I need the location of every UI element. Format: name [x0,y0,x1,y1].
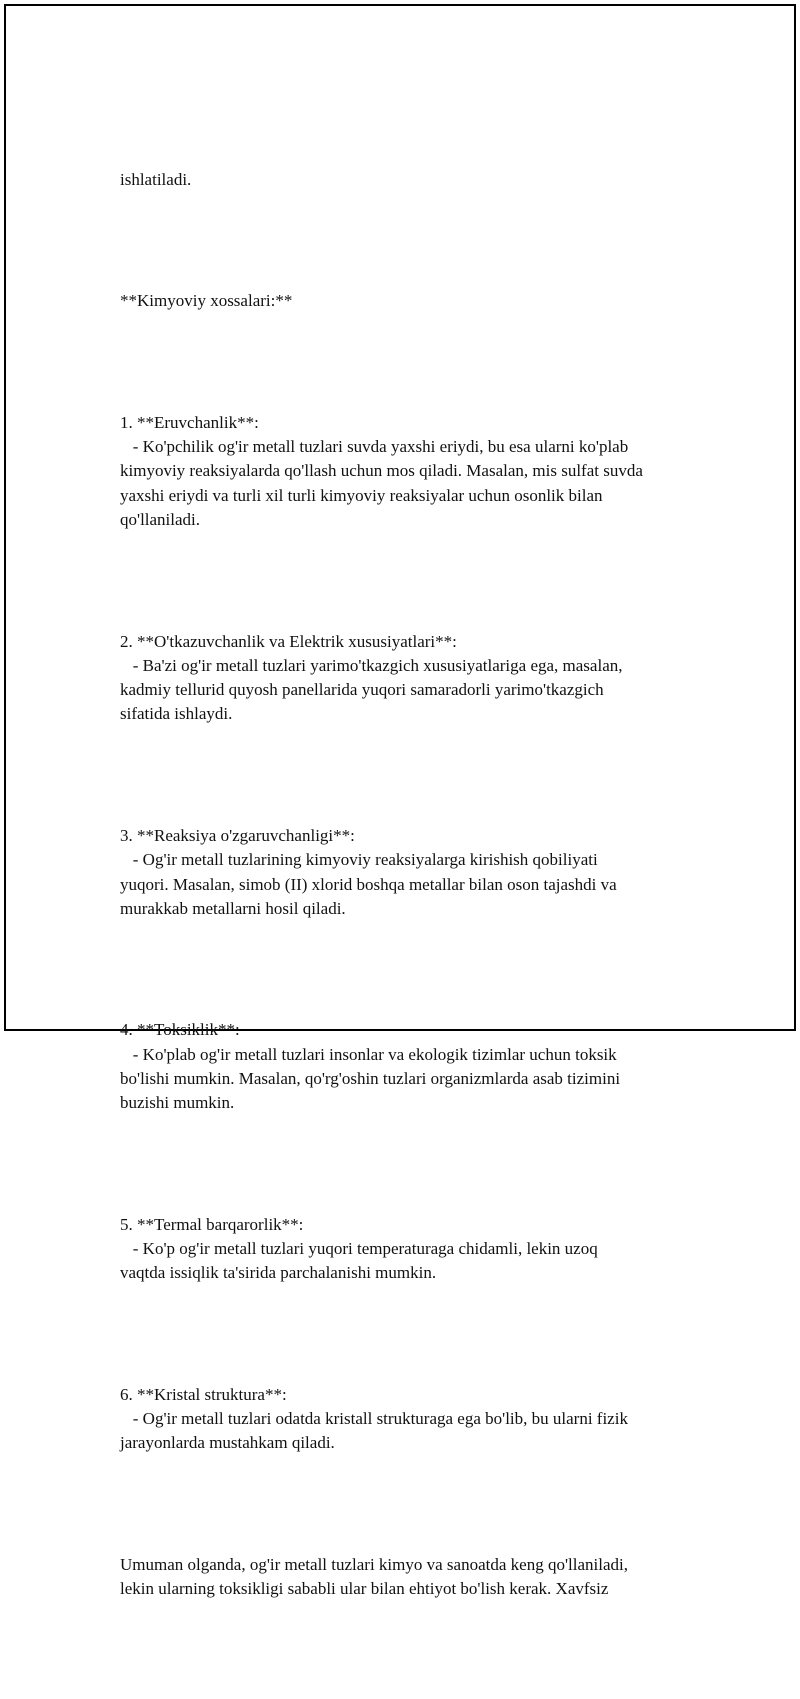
text-line: lekin ularning toksikligi sababli ular bilan ehtiyot bo'lish kerak. Xavfsiz [120,1579,609,1599]
text-line: - Ko'p og'ir metall tuzlari yuqori temperaturaga chidamli, lekin uzoq [120,1238,598,1258]
text-line: - Ba'zi og'ir metall tuzlari yarimo'tkazgich xususiyatlariga ega, masalan, [120,655,623,675]
conclusion-paragraph [120,1553,710,1602]
text-line: - Ko'pchilik og'ir metall tuzlari suvda yaxshi eriydi, bu esa ularni ko'plab [120,437,629,457]
text-line: vaqtda issiqlik ta'sirida parchalanishi mumkin. [120,1263,437,1283]
text-line: yaxshi eriydi va turli xil turli kimyoviy reaksiyalar uchun osonlik bilan [120,485,603,505]
text-line: - Og'ir metall tuzlari odatda kristall strukturaga ega bo'lib, bu ularni fizik [120,1409,628,1429]
text-line: sifatida ishlaydi. [120,704,233,724]
text-line: jarayonlarda mustahkam qiladi. [120,1433,335,1453]
list-item-2 [120,630,710,727]
text-line: ishlatiladi. [120,169,192,189]
text-line: **Kimyoviy xossalari:** [120,291,293,311]
text-line: kimyoviy reaksiyalarda qo'llash uchun mos qiladi. Masalan, mis sulfat suvda [120,461,643,481]
text-line: bo'lishi mumkin. Masalan, qo'rg'oshin tuzlari organizmlarda asab tizimini [120,1068,621,1088]
text-line: 6. **Kristal struktura**: [120,1384,287,1404]
section-heading [120,289,710,313]
text-line: Umuman olganda, og'ir metall tuzlari kimyo va sanoatda keng qo'llaniladi, [120,1554,628,1574]
text-line: qo'llaniladi. [120,510,201,530]
list-item-4 [120,1018,710,1115]
text-line: - Og'ir metall tuzlarining kimyoviy reaksiyalarga kirishish qobiliyati [120,850,598,870]
page-frame [4,4,796,1599]
text-line: 4. **Toksiklik**: [120,1020,240,1040]
list-item-3 [120,824,710,921]
text-line: 2. **O'tkazuvchanlik va Elektrik xususiyatlari**: [120,631,457,651]
paragraph-continuation [120,168,710,192]
text-line: kadmiy tellurid quyosh panellarida yuqori samaradorli yarimo'tkazgich [120,680,604,700]
text-line: buzishi mumkin. [120,1093,235,1113]
text-line: 5. **Termal barqarorlik**: [120,1214,304,1234]
text-line: 3. **Reaksiya o'zgaruvchanligi**: [120,825,355,845]
document-body [120,95,710,1699]
text-line: 1. **Eruvchanlik**: [120,412,259,432]
text-line: murakkab metallarni hosil qiladi. [120,898,346,918]
text-line: yuqori. Masalan, simob (II) xlorid boshqa metallar bilan oson tajashdi va [120,874,617,894]
list-item-1 [120,411,710,532]
list-item-6 [120,1383,710,1456]
list-item-5 [120,1213,710,1286]
text-line: - Ko'plab og'ir metall tuzlari insonlar va ekologik tizimlar uchun toksik [120,1044,617,1064]
